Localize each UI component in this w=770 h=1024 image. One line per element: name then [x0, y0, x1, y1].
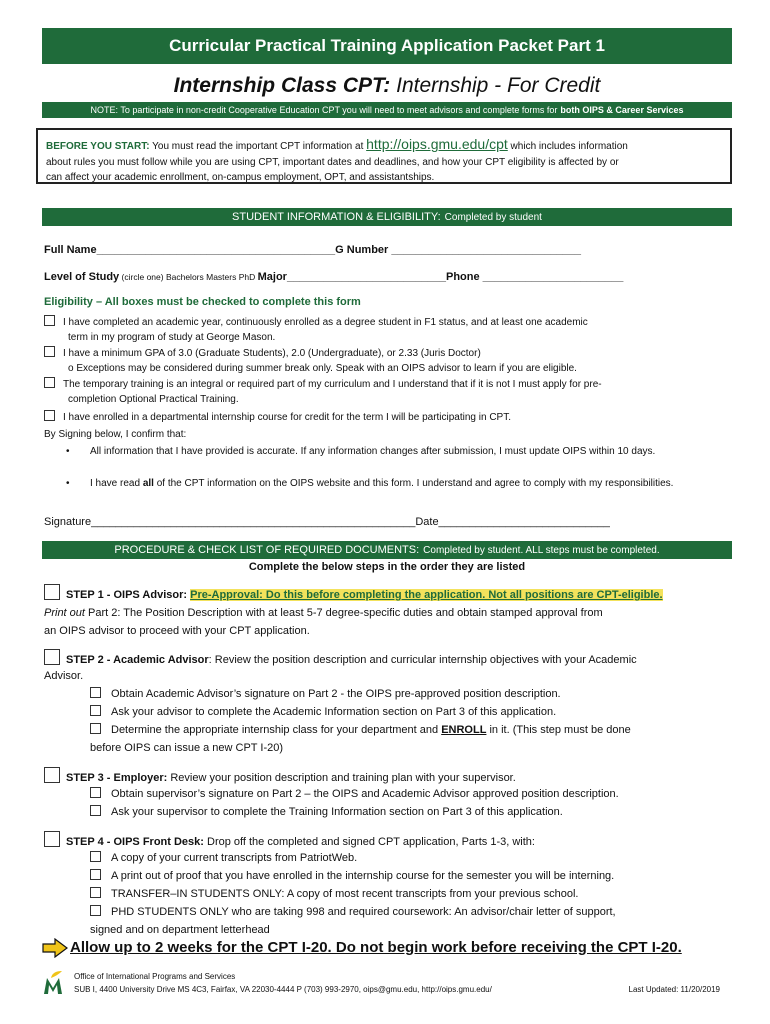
step-2 [44, 649, 734, 669]
student-section-subtitle: Completed by student [444, 211, 542, 223]
elig-check-3-cont: completion Optional Practical Training. [68, 394, 239, 405]
step-2-item-2 [90, 703, 730, 721]
step-3-item-1 [90, 785, 730, 803]
before-you-start-box [36, 128, 732, 184]
bullet-icon: • [66, 478, 70, 489]
step-3-item-2-text: Ask your supervisor to complete the Training Information section on Part 3 of this application. [111, 806, 563, 818]
packet-title: Curricular Practical Training Application Packet Part 1 [169, 36, 605, 55]
gmu-logo-icon [42, 970, 64, 996]
final-note [42, 938, 682, 958]
step-2-text: : Review the position description and curricular internship objectives with your Academic [208, 654, 637, 666]
office-address: SUB I, 4400 University Drive MS 4C3, Fairfax, VA 22030-4444 P (703) 993-2970, oips@gmu.edu, http://oips.gmu.edu/ [74, 985, 492, 994]
step-1 [44, 584, 734, 604]
bullet2-pre: I have read [90, 478, 143, 489]
signing-intro: By Signing below, I confirm that: [44, 429, 187, 440]
office-name: Office of International Programs and Services [74, 972, 236, 981]
step-1-label: STEP 1 - OIPS Advisor: [66, 589, 188, 601]
procedure-subtitle: Completed by student. ALL steps must be completed. [423, 544, 660, 556]
step-4-item-3-text: TRANSFER–IN STUDENTS ONLY: A copy of most recent transcripts from your previous school. [111, 888, 579, 900]
elig-check-4-text: I have enrolled in a departmental internship course for credit for the term I will be participating in CPT. [63, 412, 511, 423]
student-info-bar [42, 208, 732, 226]
checkbox-icon[interactable] [44, 346, 55, 357]
level-label: Level of Study [44, 271, 120, 283]
main-title-rest: Internship - For Credit [390, 74, 601, 97]
step-4-item-4 [90, 903, 730, 921]
checkbox-icon[interactable] [44, 377, 55, 388]
bullet-icon: • [66, 446, 70, 457]
checkbox-icon[interactable] [90, 869, 101, 880]
confirm-bullet-1 [66, 444, 728, 459]
before-text1: You must read the important CPT information at [149, 141, 367, 152]
note-bold: both OIPS & Career Services [560, 105, 684, 115]
level-major-phone-row [44, 271, 623, 283]
full-name-line: Full Name_______________________________________G Number _______________________________ [44, 244, 582, 256]
full-name-field[interactable] [44, 244, 581, 256]
step-2-line2: Advisor. [44, 670, 84, 682]
step-4-item-2-text: A print out of proof that you have enrolled in the internship course for the semester you will be interning. [111, 870, 615, 882]
step-1-highlight: Pre-Approval: Do this before completing the application. Not all positions are CPT-eligible. [190, 589, 663, 601]
checkbox-icon[interactable] [90, 851, 101, 862]
eligibility-heading: Eligibility – All boxes must be checked to complete this form [44, 296, 361, 308]
step-2-item-3 [90, 721, 730, 739]
step-4-item-4-text: PHD STUDENTS ONLY who are taking 998 and required coursework: An advisor/chair letter of support, [111, 906, 616, 918]
step-2-checkbox[interactable] [44, 649, 60, 665]
elig-check-3[interactable] [44, 377, 734, 392]
student-section-title: STUDENT INFORMATION & ELIGIBILITY: [232, 211, 441, 223]
major-phone-line[interactable]: Major__________________________Phone _______________________ [257, 271, 624, 283]
step-1-checkbox[interactable] [44, 584, 60, 600]
footer [42, 968, 732, 998]
checkbox-icon[interactable] [90, 805, 101, 816]
before-line3: can affect your academic enrollment, on-campus employment, OPT, and assistantships. [46, 172, 435, 183]
step-4-text: Drop off the completed and signed CPT application, Parts 1-3, with: [203, 836, 535, 848]
bullet2-bold: all [142, 478, 154, 489]
confirm-bullet-2-text [66, 476, 728, 491]
level-options[interactable]: (circle one) Bachelors Masters PhD [119, 272, 258, 282]
step-4-checkbox[interactable] [44, 831, 60, 847]
note-bar [42, 102, 732, 118]
elig-check-2-exception: o Exceptions may be considered during summer break only. Speak with an OIPS advisor to learn if you are eligible. [68, 363, 577, 374]
step-2-item-3-post: in it. (This step must be done [486, 724, 631, 736]
step-3-item-2 [90, 803, 730, 821]
step-3-checkbox[interactable] [44, 767, 60, 783]
signature-date-field[interactable]: Signature_____________________________________________________Date____________________________ [44, 516, 610, 528]
checkbox-icon[interactable] [90, 705, 101, 716]
step-2-item-2-text: Ask your advisor to complete the Academic Information section on Part 3 of this application. [111, 706, 557, 718]
step-2-label: STEP 2 - Academic Advisor [66, 654, 209, 666]
elig-check-3-text: The temporary training is an integral or required part of my curriculum and I understand that if it is not I must apply for pre- [63, 379, 602, 390]
step-1-print-out: Print out [44, 607, 85, 619]
step-4-item-4-line2: signed and on department letterhead [90, 924, 270, 936]
bullet2-post: of the CPT information on the OIPS website and this form. I understand and agree to comply with my responsibilities. [153, 478, 674, 489]
main-title [42, 74, 732, 98]
main-title-bold: Internship Class CPT: [173, 74, 391, 97]
procedure-title: PROCEDURE & CHECK LIST OF REQUIRED DOCUMENTS: [114, 544, 420, 556]
step-3-item-1-text: Obtain supervisor’s signature on Part 2 – the OIPS and Academic Advisor approved position description. [111, 788, 619, 800]
arrow-right-icon [42, 938, 68, 958]
checkbox-icon[interactable] [90, 723, 101, 734]
step-3 [44, 767, 734, 787]
enroll-word: ENROLL [441, 724, 487, 736]
elig-check-1-text: I have completed an academic year, continuously enrolled as a degree student in F1 status, and at least one academic [63, 317, 588, 328]
elig-check-4[interactable] [44, 410, 734, 425]
note-text: NOTE: To participate in non-credit Cooperative Education CPT you will need to meet advisors and complete forms for [90, 105, 558, 115]
elig-check-1[interactable] [44, 315, 734, 330]
before-text2: which includes information [507, 141, 628, 152]
step-2-item-3-pre: Determine the appropriate internship class for your department and [111, 724, 442, 736]
cpt-info-link[interactable]: http://oips.gmu.edu/cpt [366, 136, 508, 152]
step-1-line3: an OIPS advisor to proceed with your CPT application. [44, 625, 310, 637]
step-4 [44, 831, 734, 851]
step-4-item-2 [90, 867, 730, 885]
checkbox-icon[interactable] [44, 410, 55, 421]
step-2-item-1 [90, 685, 730, 703]
checkbox-icon[interactable] [90, 687, 101, 698]
packet-title-bar [42, 28, 732, 64]
step-4-item-3 [90, 885, 730, 903]
elig-check-1-cont: term in my program of study at George Mason. [68, 332, 276, 343]
checkbox-icon[interactable] [90, 887, 101, 898]
step-1-line2-text: Part 2: The Position Description with at least 5-7 degree-specific duties and obtain stamped approval from [84, 607, 603, 619]
step-4-item-1 [90, 849, 730, 867]
step-1-line2 [44, 604, 734, 622]
elig-check-2[interactable] [44, 346, 734, 361]
last-updated: Last Updated: 11/20/2019 [628, 985, 720, 994]
confirm-bullet-2 [66, 476, 728, 491]
step-3-text: Review your position description and training plan with your supervisor. [167, 772, 516, 784]
checkbox-icon[interactable] [90, 787, 101, 798]
step-4-item-1-text: A copy of your current transcripts from PatriotWeb. [111, 852, 358, 864]
checkbox-icon[interactable] [90, 905, 101, 916]
step-2-item-1-text: Obtain Academic Advisor’s signature on Part 2 - the OIPS pre-approved position description. [111, 688, 561, 700]
step-3-label: STEP 3 - Employer: [66, 772, 168, 784]
elig-check-2-text: I have a minimum GPA of 3.0 (Graduate Students), 2.0 (Undergraduate), or 2.33 (Juris Doctor) [63, 348, 481, 359]
final-note-text: Allow up to 2 weeks for the CPT I-20. Do not begin work before receiving the CPT I-20. [70, 938, 682, 956]
before-line2: about rules you must follow while you are using CPT, important dates and deadlines, and how your CPT eligibility is affected by or [46, 157, 619, 168]
before-label: BEFORE YOU START: [46, 141, 150, 152]
step-2-item-3-line2: before OIPS can issue a new CPT I-20) [90, 742, 283, 754]
checkbox-icon[interactable] [44, 315, 55, 326]
step-4-label: STEP 4 - OIPS Front Desk: [66, 836, 204, 848]
procedure-bar [42, 541, 732, 559]
order-note: Complete the below steps in the order they are listed [248, 561, 526, 573]
confirm-bullet-1-text: All information that I have provided is accurate. If any information changes after submission, I must update OIPS within 10 days. [90, 446, 656, 457]
